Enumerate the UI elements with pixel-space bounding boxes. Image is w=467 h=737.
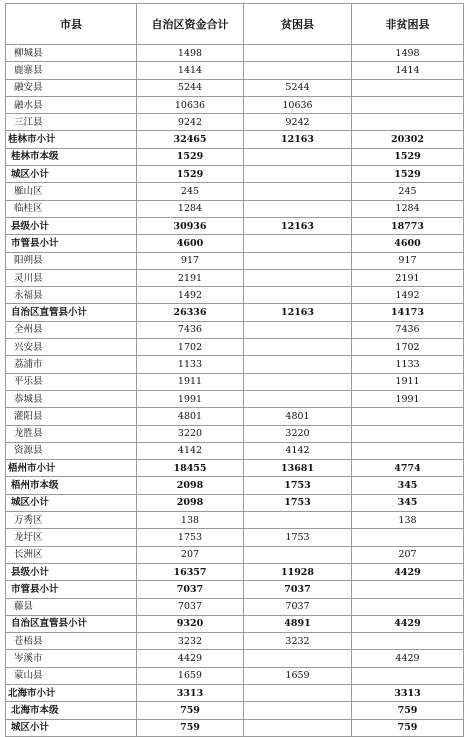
row-total-cell: 26336: [137, 304, 244, 321]
table-row: [6, 166, 464, 183]
row-nonpoor-cell: 1529: [352, 148, 464, 165]
row-poor-cell: 10636: [244, 96, 352, 113]
table-row: [6, 408, 464, 425]
row-nonpoor-cell: [352, 96, 464, 113]
row-poor-cell: 12163: [244, 131, 352, 148]
header-regional-total: 自治区资金合计: [137, 4, 244, 45]
row-nonpoor-cell: 207: [352, 546, 464, 563]
row-total-cell: 3232: [137, 633, 244, 650]
row-total-cell: 1284: [137, 200, 244, 217]
table-row: [6, 148, 464, 165]
row-name-cell: 恭城县: [6, 390, 137, 407]
row-name-cell: 临桂区: [6, 200, 137, 217]
row-name-cell: 桂林市本级: [6, 148, 137, 165]
row-total-cell: 1492: [137, 287, 244, 304]
row-name-cell: 自治区直管县小计: [6, 304, 137, 321]
row-name-cell: 兴安县: [6, 339, 137, 356]
row-nonpoor-cell: 1284: [352, 200, 464, 217]
row-total-cell: 1133: [137, 356, 244, 373]
row-nonpoor-cell: 4600: [352, 235, 464, 252]
header-county: 市县: [6, 4, 137, 45]
table-row: [6, 512, 464, 529]
table-row: [6, 615, 464, 632]
table-row: [6, 200, 464, 217]
table-row: [6, 96, 464, 113]
row-total-cell: 138: [137, 512, 244, 529]
row-total-cell: 2098: [137, 494, 244, 511]
row-poor-cell: 4801: [244, 408, 352, 425]
row-total-cell: 32465: [137, 131, 244, 148]
table-row: [6, 477, 464, 494]
row-name-cell: 灌阳县: [6, 408, 137, 425]
row-total-cell: 1753: [137, 529, 244, 546]
table-row: [6, 373, 464, 390]
row-poor-cell: 7037: [244, 581, 352, 598]
row-poor-cell: 7037: [244, 598, 352, 615]
row-poor-cell: [244, 148, 352, 165]
row-total-cell: 759: [137, 719, 244, 736]
row-name-cell: 灵川县: [6, 269, 137, 286]
row-poor-cell: [244, 252, 352, 269]
row-nonpoor-cell: 917: [352, 252, 464, 269]
row-poor-cell: [244, 235, 352, 252]
row-total-cell: 1414: [137, 62, 244, 79]
row-poor-cell: [244, 321, 352, 338]
row-nonpoor-cell: [352, 529, 464, 546]
fund-allocation-table: [5, 3, 464, 737]
row-total-cell: 30936: [137, 217, 244, 234]
row-total-cell: 1498: [137, 45, 244, 62]
table-row: [6, 702, 464, 719]
row-total-cell: 5244: [137, 79, 244, 96]
row-nonpoor-cell: [352, 442, 464, 459]
table-row: [6, 633, 464, 650]
row-name-cell: 鹿寨县: [6, 62, 137, 79]
table-row: [6, 114, 464, 131]
row-name-cell: 三江县: [6, 114, 137, 131]
row-name-cell: 梧州市本级: [6, 477, 137, 494]
row-nonpoor-cell: 1492: [352, 287, 464, 304]
table-row: [6, 598, 464, 615]
row-total-cell: 4801: [137, 408, 244, 425]
table-row: [6, 339, 464, 356]
row-nonpoor-cell: 1133: [352, 356, 464, 373]
table-row: [6, 667, 464, 684]
row-nonpoor-cell: 4429: [352, 615, 464, 632]
row-nonpoor-cell: 759: [352, 702, 464, 719]
row-nonpoor-cell: 1498: [352, 45, 464, 62]
row-total-cell: 2098: [137, 477, 244, 494]
row-poor-cell: 1753: [244, 477, 352, 494]
row-poor-cell: [244, 183, 352, 200]
row-total-cell: 917: [137, 252, 244, 269]
row-name-cell: 柳城县: [6, 45, 137, 62]
row-nonpoor-cell: 345: [352, 477, 464, 494]
row-name-cell: 桂林市小计: [6, 131, 137, 148]
row-poor-cell: 3232: [244, 633, 352, 650]
row-poor-cell: [244, 390, 352, 407]
row-name-cell: 长洲区: [6, 546, 137, 563]
fund-table-container: [5, 3, 464, 737]
row-nonpoor-cell: [352, 79, 464, 96]
row-poor-cell: [244, 269, 352, 286]
row-total-cell: 1529: [137, 148, 244, 165]
row-poor-cell: [244, 45, 352, 62]
table-row: [6, 581, 464, 598]
row-total-cell: 1702: [137, 339, 244, 356]
row-name-cell: 市管县小计: [6, 235, 137, 252]
table-row: [6, 304, 464, 321]
row-name-cell: 阳朔县: [6, 252, 137, 269]
row-nonpoor-cell: 345: [352, 494, 464, 511]
row-total-cell: 245: [137, 183, 244, 200]
row-name-cell: 永福县: [6, 287, 137, 304]
row-nonpoor-cell: 4429: [352, 563, 464, 580]
row-name-cell: 万秀区: [6, 512, 137, 529]
row-name-cell: 融安县: [6, 79, 137, 96]
table-row: [6, 287, 464, 304]
row-name-cell: 苍梧县: [6, 633, 137, 650]
row-total-cell: 7037: [137, 598, 244, 615]
row-name-cell: 平乐县: [6, 373, 137, 390]
row-total-cell: 1529: [137, 166, 244, 183]
row-poor-cell: [244, 200, 352, 217]
table-row: [6, 546, 464, 563]
row-name-cell: 梧州市小计: [6, 460, 137, 477]
row-total-cell: 1659: [137, 667, 244, 684]
table-row: [6, 321, 464, 338]
table-row: [6, 235, 464, 252]
row-nonpoor-cell: [352, 633, 464, 650]
row-nonpoor-cell: [352, 408, 464, 425]
row-poor-cell: 1753: [244, 529, 352, 546]
row-nonpoor-cell: 759: [352, 719, 464, 736]
row-nonpoor-cell: 245: [352, 183, 464, 200]
row-poor-cell: 9242: [244, 114, 352, 131]
row-nonpoor-cell: 138: [352, 512, 464, 529]
row-nonpoor-cell: [352, 667, 464, 684]
table-row: [6, 563, 464, 580]
row-name-cell: 龙胜县: [6, 425, 137, 442]
row-name-cell: 岑溪市: [6, 650, 137, 667]
row-nonpoor-cell: 1911: [352, 373, 464, 390]
row-name-cell: 资源县: [6, 442, 137, 459]
row-name-cell: 城区小计: [6, 719, 137, 736]
row-total-cell: 7436: [137, 321, 244, 338]
row-poor-cell: [244, 684, 352, 701]
row-total-cell: 7037: [137, 581, 244, 598]
table-row: [6, 529, 464, 546]
row-total-cell: 16357: [137, 563, 244, 580]
row-poor-cell: [244, 62, 352, 79]
row-poor-cell: [244, 356, 352, 373]
row-poor-cell: 12163: [244, 304, 352, 321]
row-poor-cell: [244, 650, 352, 667]
table-row: [6, 442, 464, 459]
table-row: [6, 356, 464, 373]
row-nonpoor-cell: 1702: [352, 339, 464, 356]
row-nonpoor-cell: 7436: [352, 321, 464, 338]
row-poor-cell: [244, 546, 352, 563]
table-row: [6, 460, 464, 477]
row-poor-cell: 4891: [244, 615, 352, 632]
table-row: [6, 62, 464, 79]
row-poor-cell: 3220: [244, 425, 352, 442]
row-nonpoor-cell: 3313: [352, 684, 464, 701]
table-row: [6, 494, 464, 511]
header-non-poor-county: 非贫困县: [352, 4, 464, 45]
table-row: [6, 425, 464, 442]
table-row: [6, 217, 464, 234]
row-name-cell: 全州县: [6, 321, 137, 338]
table-row: [6, 650, 464, 667]
row-nonpoor-cell: 18773: [352, 217, 464, 234]
row-name-cell: 城区小计: [6, 494, 137, 511]
row-name-cell: 城区小计: [6, 166, 137, 183]
table-row: [6, 183, 464, 200]
row-name-cell: 蒙山县: [6, 667, 137, 684]
row-nonpoor-cell: [352, 581, 464, 598]
row-poor-cell: 4142: [244, 442, 352, 459]
row-poor-cell: 5244: [244, 79, 352, 96]
row-poor-cell: [244, 373, 352, 390]
row-total-cell: 9242: [137, 114, 244, 131]
row-total-cell: 1911: [137, 373, 244, 390]
row-total-cell: 207: [137, 546, 244, 563]
row-name-cell: 市管县小计: [6, 581, 137, 598]
row-nonpoor-cell: 20302: [352, 131, 464, 148]
row-poor-cell: 1753: [244, 494, 352, 511]
row-poor-cell: 11928: [244, 563, 352, 580]
row-name-cell: 县级小计: [6, 217, 137, 234]
row-poor-cell: 12163: [244, 217, 352, 234]
row-poor-cell: [244, 512, 352, 529]
row-nonpoor-cell: [352, 598, 464, 615]
row-name-cell: 雁山区: [6, 183, 137, 200]
row-total-cell: 3220: [137, 425, 244, 442]
row-nonpoor-cell: 14173: [352, 304, 464, 321]
header-poor-county: 贫困县: [244, 4, 352, 45]
row-poor-cell: 13681: [244, 460, 352, 477]
row-name-cell: 荔浦市: [6, 356, 137, 373]
table-body: [6, 45, 464, 737]
row-name-cell: 北海市小计: [6, 684, 137, 701]
row-total-cell: 759: [137, 702, 244, 719]
row-nonpoor-cell: [352, 114, 464, 131]
row-nonpoor-cell: 4429: [352, 650, 464, 667]
row-poor-cell: [244, 339, 352, 356]
row-name-cell: 北海市本级: [6, 702, 137, 719]
table-row: [6, 252, 464, 269]
row-total-cell: 4600: [137, 235, 244, 252]
row-total-cell: 4142: [137, 442, 244, 459]
row-poor-cell: 1659: [244, 667, 352, 684]
row-total-cell: 10636: [137, 96, 244, 113]
row-nonpoor-cell: 1991: [352, 390, 464, 407]
row-name-cell: 藤县: [6, 598, 137, 615]
table-row: [6, 79, 464, 96]
row-poor-cell: [244, 702, 352, 719]
row-nonpoor-cell: 2191: [352, 269, 464, 286]
row-total-cell: 9320: [137, 615, 244, 632]
table-header-row: [6, 4, 464, 45]
row-name-cell: 融水县: [6, 96, 137, 113]
row-poor-cell: [244, 719, 352, 736]
row-nonpoor-cell: 4774: [352, 460, 464, 477]
row-name-cell: 县级小计: [6, 563, 137, 580]
row-total-cell: 2191: [137, 269, 244, 286]
table-row: [6, 684, 464, 701]
table-row: [6, 719, 464, 736]
row-name-cell: 龙圩区: [6, 529, 137, 546]
row-total-cell: 1991: [137, 390, 244, 407]
table-row: [6, 269, 464, 286]
table-row: [6, 390, 464, 407]
table-row: [6, 45, 464, 62]
row-total-cell: 3313: [137, 684, 244, 701]
row-poor-cell: [244, 166, 352, 183]
row-nonpoor-cell: 1414: [352, 62, 464, 79]
row-nonpoor-cell: [352, 425, 464, 442]
row-total-cell: 4429: [137, 650, 244, 667]
row-nonpoor-cell: 1529: [352, 166, 464, 183]
row-poor-cell: [244, 287, 352, 304]
row-total-cell: 18455: [137, 460, 244, 477]
table-row: [6, 131, 464, 148]
row-name-cell: 自治区直管县小计: [6, 615, 137, 632]
